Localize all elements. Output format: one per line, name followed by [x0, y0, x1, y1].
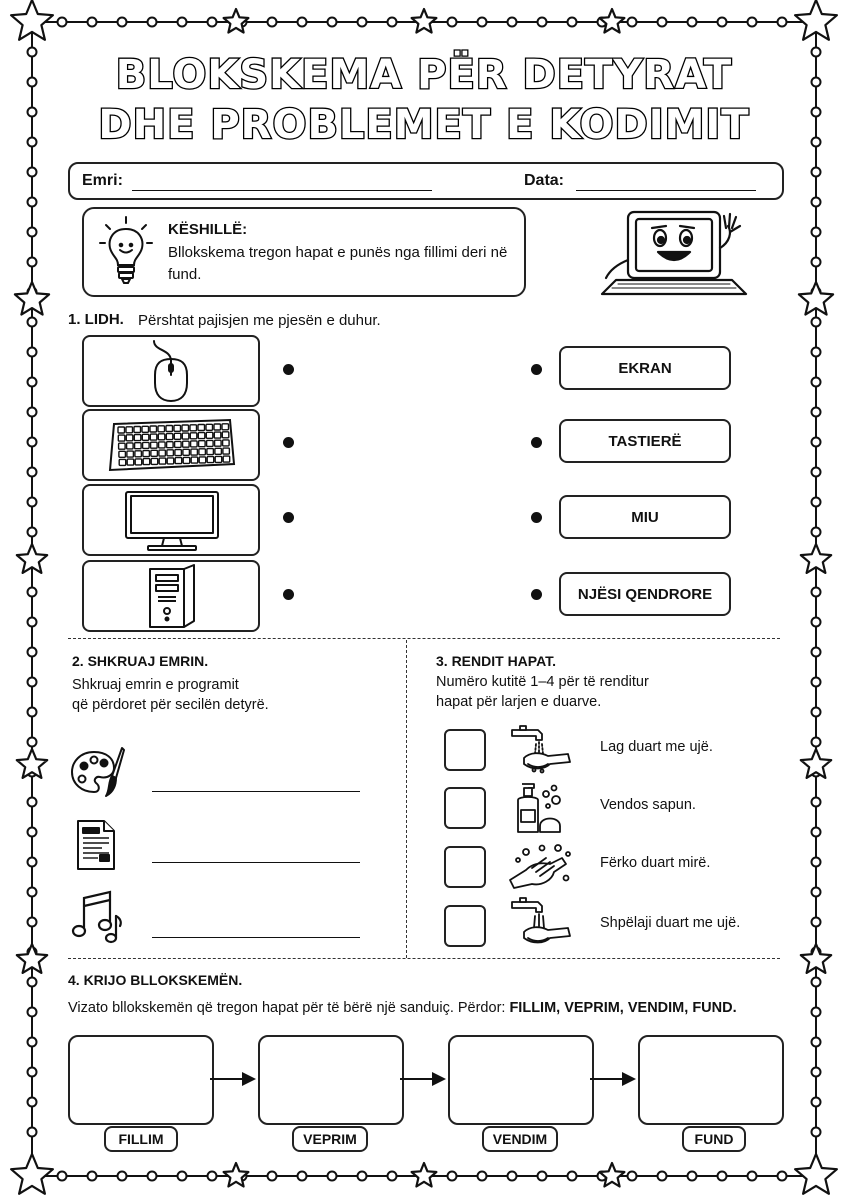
monitor-icon [122, 490, 222, 552]
step-text-2: Vendos sapun. [600, 797, 696, 813]
section4-title: 4. KRIJO BLLOKSKEMËN. [68, 972, 243, 988]
rinse-hands-icon [508, 896, 574, 950]
device-monitor-card[interactable] [82, 484, 260, 556]
label-miu[interactable]: MIU [559, 495, 731, 539]
device-tower-card[interactable] [82, 560, 260, 632]
document-icon [74, 819, 118, 871]
flow-box-veprim[interactable] [258, 1035, 404, 1125]
section2-title: 2. SHKRUAJ EMRIN. [72, 653, 209, 669]
faucet-water-hands-icon [508, 724, 574, 774]
match-dot-right-3[interactable] [531, 512, 542, 523]
section-divider-top [68, 638, 780, 639]
order-box-3[interactable] [444, 846, 486, 888]
date-field[interactable] [576, 190, 756, 191]
match-dot-right-2[interactable] [531, 437, 542, 448]
page-title-line-1: BLOKSKEMA PËR DETYRAT [115, 52, 733, 98]
paint-palette-icon [70, 746, 126, 798]
flow-box-vendim[interactable] [448, 1035, 594, 1125]
rubbing-hands-icon [506, 840, 576, 892]
computer-tower-icon [144, 565, 200, 629]
device-keyboard-card[interactable] [82, 409, 260, 481]
match-dot-left-2[interactable] [283, 437, 294, 448]
step-text-4: Shpëlaji duart me ujë. [600, 915, 741, 931]
match-dot-left-4[interactable] [283, 589, 294, 600]
section2-line2: që përdoret për secilën detyrë. [72, 697, 269, 713]
flow-box-fund[interactable] [638, 1035, 784, 1125]
order-box-4[interactable] [444, 905, 486, 947]
section3-line2: hapat për larjen e duarve. [436, 694, 602, 710]
mouse-icon [146, 339, 196, 403]
section-divider-vertical [406, 640, 407, 958]
flow-label-fund: FUND [682, 1126, 746, 1152]
section2-line1: Shkruaj emrin e programit [72, 677, 239, 693]
section1-instruction: Përshtat pajisjen me pjesën e duhur. [138, 312, 381, 329]
name-field[interactable] [132, 190, 432, 191]
soap-bottle-icon [510, 780, 570, 836]
flow-arrow-1 [210, 1072, 256, 1086]
section1-title: 1. LIDH. [68, 311, 124, 328]
tip-box [82, 207, 526, 297]
section3-title: 3. RENDIT HAPAT. [436, 653, 557, 669]
tip-text: Bllokskema tregon hapat e punës nga fillimi deri në fund. [168, 244, 508, 283]
step-text-1: Lag duart me ujë. [600, 739, 713, 755]
tip-title: KËSHILLË: [168, 221, 248, 238]
flow-arrow-3 [590, 1072, 636, 1086]
flow-arrow-2 [400, 1072, 446, 1086]
section4-instruction-terms: FILLIM, VEPRIM, VENDIM, FUND. [509, 1000, 737, 1016]
lightbulb-icon [98, 215, 154, 289]
section-divider-bottom [68, 958, 780, 959]
name-date-bar [68, 162, 784, 200]
match-dot-left-1[interactable] [283, 364, 294, 375]
name-label: Emri: [82, 172, 123, 189]
section3-line1: Numëro kutitë 1–4 për të renditur [436, 674, 649, 690]
match-dot-left-3[interactable] [283, 512, 294, 523]
section4-instruction-text: Vizato bllokskemën që tregon hapat për të bërë një sanduiç. Përdor: [68, 1000, 506, 1016]
flow-label-fillim: FILLIM [104, 1126, 178, 1152]
keyboard-icon [108, 418, 236, 472]
label-njesi-qendrore[interactable]: NJËSI QENDRORE [559, 572, 731, 616]
laptop-mascot-icon [590, 208, 760, 300]
music-notes-icon [70, 890, 124, 944]
answer-line-2[interactable] [152, 862, 360, 863]
section4-instruction [68, 998, 737, 1018]
answer-line-3[interactable] [152, 937, 360, 938]
match-dot-right-1[interactable] [531, 364, 542, 375]
device-mouse-card[interactable] [82, 335, 260, 407]
answer-line-1[interactable] [152, 791, 360, 792]
match-dot-right-4[interactable] [531, 589, 542, 600]
flow-label-vendim: VENDIM [482, 1126, 558, 1152]
flow-box-fillim[interactable] [68, 1035, 214, 1125]
page-title-line-2: DHE PROBLEMET E KODIMIT [98, 102, 750, 148]
order-box-2[interactable] [444, 787, 486, 829]
step-text-3: Fërko duart mirë. [600, 855, 711, 871]
label-ekran[interactable]: EKRAN [559, 346, 731, 390]
date-label: Data: [524, 172, 565, 189]
label-tastiere[interactable]: TASTIERË [559, 419, 731, 463]
order-box-1[interactable] [444, 729, 486, 771]
flow-label-veprim: VEPRIM [292, 1126, 368, 1152]
